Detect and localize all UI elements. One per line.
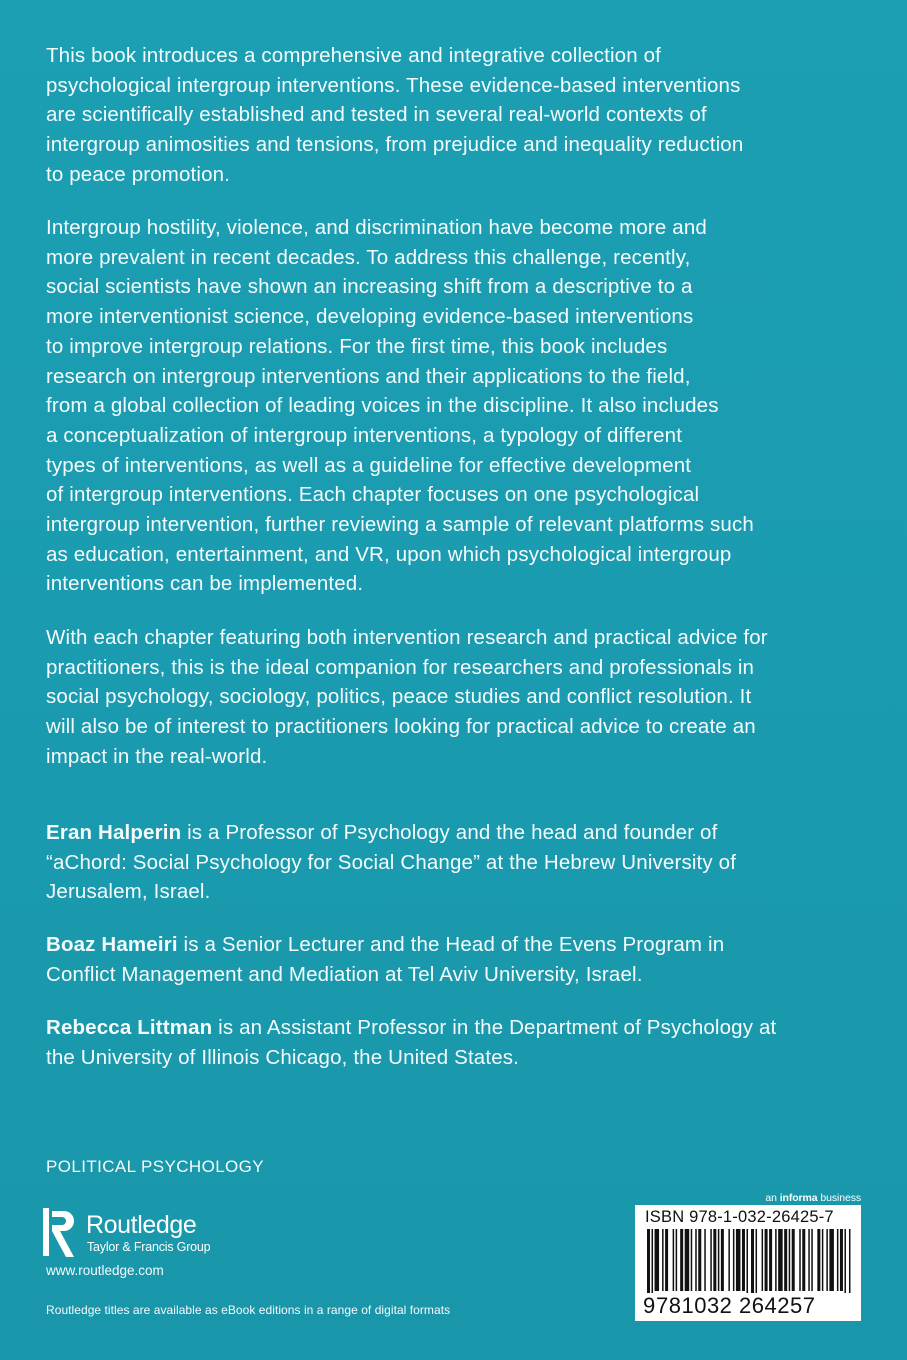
barcode-bar xyxy=(840,1229,843,1291)
barcode-bar xyxy=(713,1229,716,1291)
barcode-bar xyxy=(647,1229,650,1299)
barcode-bar xyxy=(826,1229,828,1291)
barcode-bar xyxy=(746,1229,748,1299)
author-desc-3: is an Assistant Professor in the Department of Psychology at the University of Illinois Chicago, the United States. xyxy=(46,1016,777,1069)
barcode-bar xyxy=(811,1229,813,1291)
barcode-bar xyxy=(718,1229,720,1291)
routledge-logo-icon xyxy=(40,1205,82,1261)
barcode-bar xyxy=(789,1229,791,1291)
barcode-bar xyxy=(695,1229,697,1291)
barcode-bar xyxy=(765,1229,768,1291)
barcode-bar xyxy=(756,1229,758,1299)
barcode-bars xyxy=(647,1229,852,1299)
barcode-bar xyxy=(769,1229,772,1291)
barcode-first-digit: 9 xyxy=(643,1293,656,1318)
barcode-bar xyxy=(778,1229,783,1291)
barcode-bar xyxy=(698,1229,701,1291)
publisher-group: Taylor & Francis Group xyxy=(87,1240,211,1254)
barcode-bar xyxy=(655,1229,660,1291)
blurb-paragraph-2 xyxy=(46,213,861,599)
barcode-bar xyxy=(775,1229,777,1291)
barcode-bar xyxy=(762,1229,764,1291)
author-name-3: Rebecca Littman xyxy=(46,1016,213,1039)
informa-suffix: business xyxy=(817,1192,861,1204)
author-bio-text-1 xyxy=(46,818,861,907)
barcode-bar xyxy=(662,1229,664,1291)
barcode-bar xyxy=(673,1229,675,1291)
barcode-bar xyxy=(691,1229,693,1291)
publisher-name: Routledge xyxy=(86,1211,197,1239)
barcode-bar xyxy=(676,1229,678,1291)
barcode-bar xyxy=(680,1229,683,1291)
publisher-website[interactable]: www.routledge.com xyxy=(46,1263,164,1278)
blurb-text-2: Intergroup hostility, violence, and discrimination have become more and more prevalent in recent decades. To address this challenge, recently, social scientists have shown an increasing shift from a descriptive to a more interventionist science, developing evidence-based interventions to improve intergroup relations. For the first time, this book includes research on intergroup interventions and their applications to the field, from a global collection of leading voices in the discipline. It also includes a conceptualization of intergroup interventions, a typology of different types of interventions, as well as a guideline for effective development of intergroup interventions. Each chapter focuses on one psychological intergroup intervention, further reviewing a sample of relevant platforms such as education, entertainment, and VR, upon which psychological intergroup interventions can be implemented. xyxy=(46,216,754,596)
blurb-text-3: With each chapter featuring both intervention research and practical advice for practitioners, this is the ideal companion for researchers and professionals in social psychology, sociology, politics, peace studies and conflict resolution. It will also be of interest to practitioners looking for practical advice to create an impact in the real-world. xyxy=(46,626,768,768)
barcode-bar xyxy=(733,1229,735,1291)
barcode-bar xyxy=(792,1229,795,1291)
barcode-digit-groups: 781032 264257 xyxy=(656,1293,816,1318)
barcode-bar xyxy=(837,1229,839,1291)
author-name-2: Boaz Hameiri xyxy=(46,933,178,956)
barcode-digits xyxy=(643,1293,858,1319)
barcode-bar xyxy=(802,1229,805,1291)
informa-tagline xyxy=(765,1192,861,1204)
blurb-paragraph-3 xyxy=(46,623,861,772)
author-bio-3 xyxy=(46,1013,861,1072)
isbn-label: ISBN 978-1-032-26425-7 xyxy=(645,1208,834,1226)
informa-prefix: an xyxy=(765,1192,780,1204)
barcode-bar xyxy=(652,1229,654,1299)
author-bio-text-3 xyxy=(46,1013,861,1072)
barcode-bar xyxy=(710,1229,712,1291)
barcode-bar xyxy=(799,1229,801,1291)
informa-brand: informa xyxy=(779,1192,818,1204)
barcode-bar xyxy=(704,1229,706,1291)
barcode-bar xyxy=(685,1229,690,1291)
barcode-bar xyxy=(784,1229,787,1291)
blurb-text-1: This book introduces a comprehensive and integrative collection of psychological intergroup interventions. These evidence-based interventions are scientifically established and tested in several real-world contexts of intergroup animosities and tensions, from prejudice and inequality reduction to peace promotion. xyxy=(46,44,744,186)
author-bio-text-2 xyxy=(46,930,861,989)
barcode-bar xyxy=(844,1229,846,1299)
publisher-logo xyxy=(40,1205,240,1261)
barcode-bar xyxy=(665,1229,668,1291)
barcode-bar xyxy=(751,1229,754,1299)
barcode-bar xyxy=(721,1229,724,1291)
barcode-bar xyxy=(849,1229,851,1299)
barcode-bar xyxy=(822,1229,824,1291)
series-label: POLITICAL PSYCHOLOGY xyxy=(46,1157,265,1176)
barcode-bar xyxy=(817,1229,820,1291)
isbn-barcode xyxy=(635,1205,861,1321)
barcode-bar xyxy=(829,1229,834,1291)
author-desc-2: is a Senior Lecturer and the Head of the Evens Program in Conflict Management and Mediation at Tel Aviv University, Israel. xyxy=(46,933,725,986)
ebook-note: Routledge titles are available as eBook editions in a range of digital formats xyxy=(46,1303,451,1317)
author-desc-1: is a Professor of Psychology and the head and founder of “aChord: Social Psychology for Social Change” at the Hebrew University of Jerusalem, Israel. xyxy=(46,821,737,904)
barcode-bar xyxy=(742,1229,745,1291)
blurb-paragraph-1 xyxy=(46,41,861,190)
author-bio-1 xyxy=(46,818,861,907)
barcode-bar xyxy=(808,1229,810,1291)
author-name-1: Eran Halperin xyxy=(46,821,182,844)
barcode-bar xyxy=(736,1229,741,1291)
author-bio-2 xyxy=(46,930,861,989)
barcode-bar xyxy=(728,1229,730,1291)
